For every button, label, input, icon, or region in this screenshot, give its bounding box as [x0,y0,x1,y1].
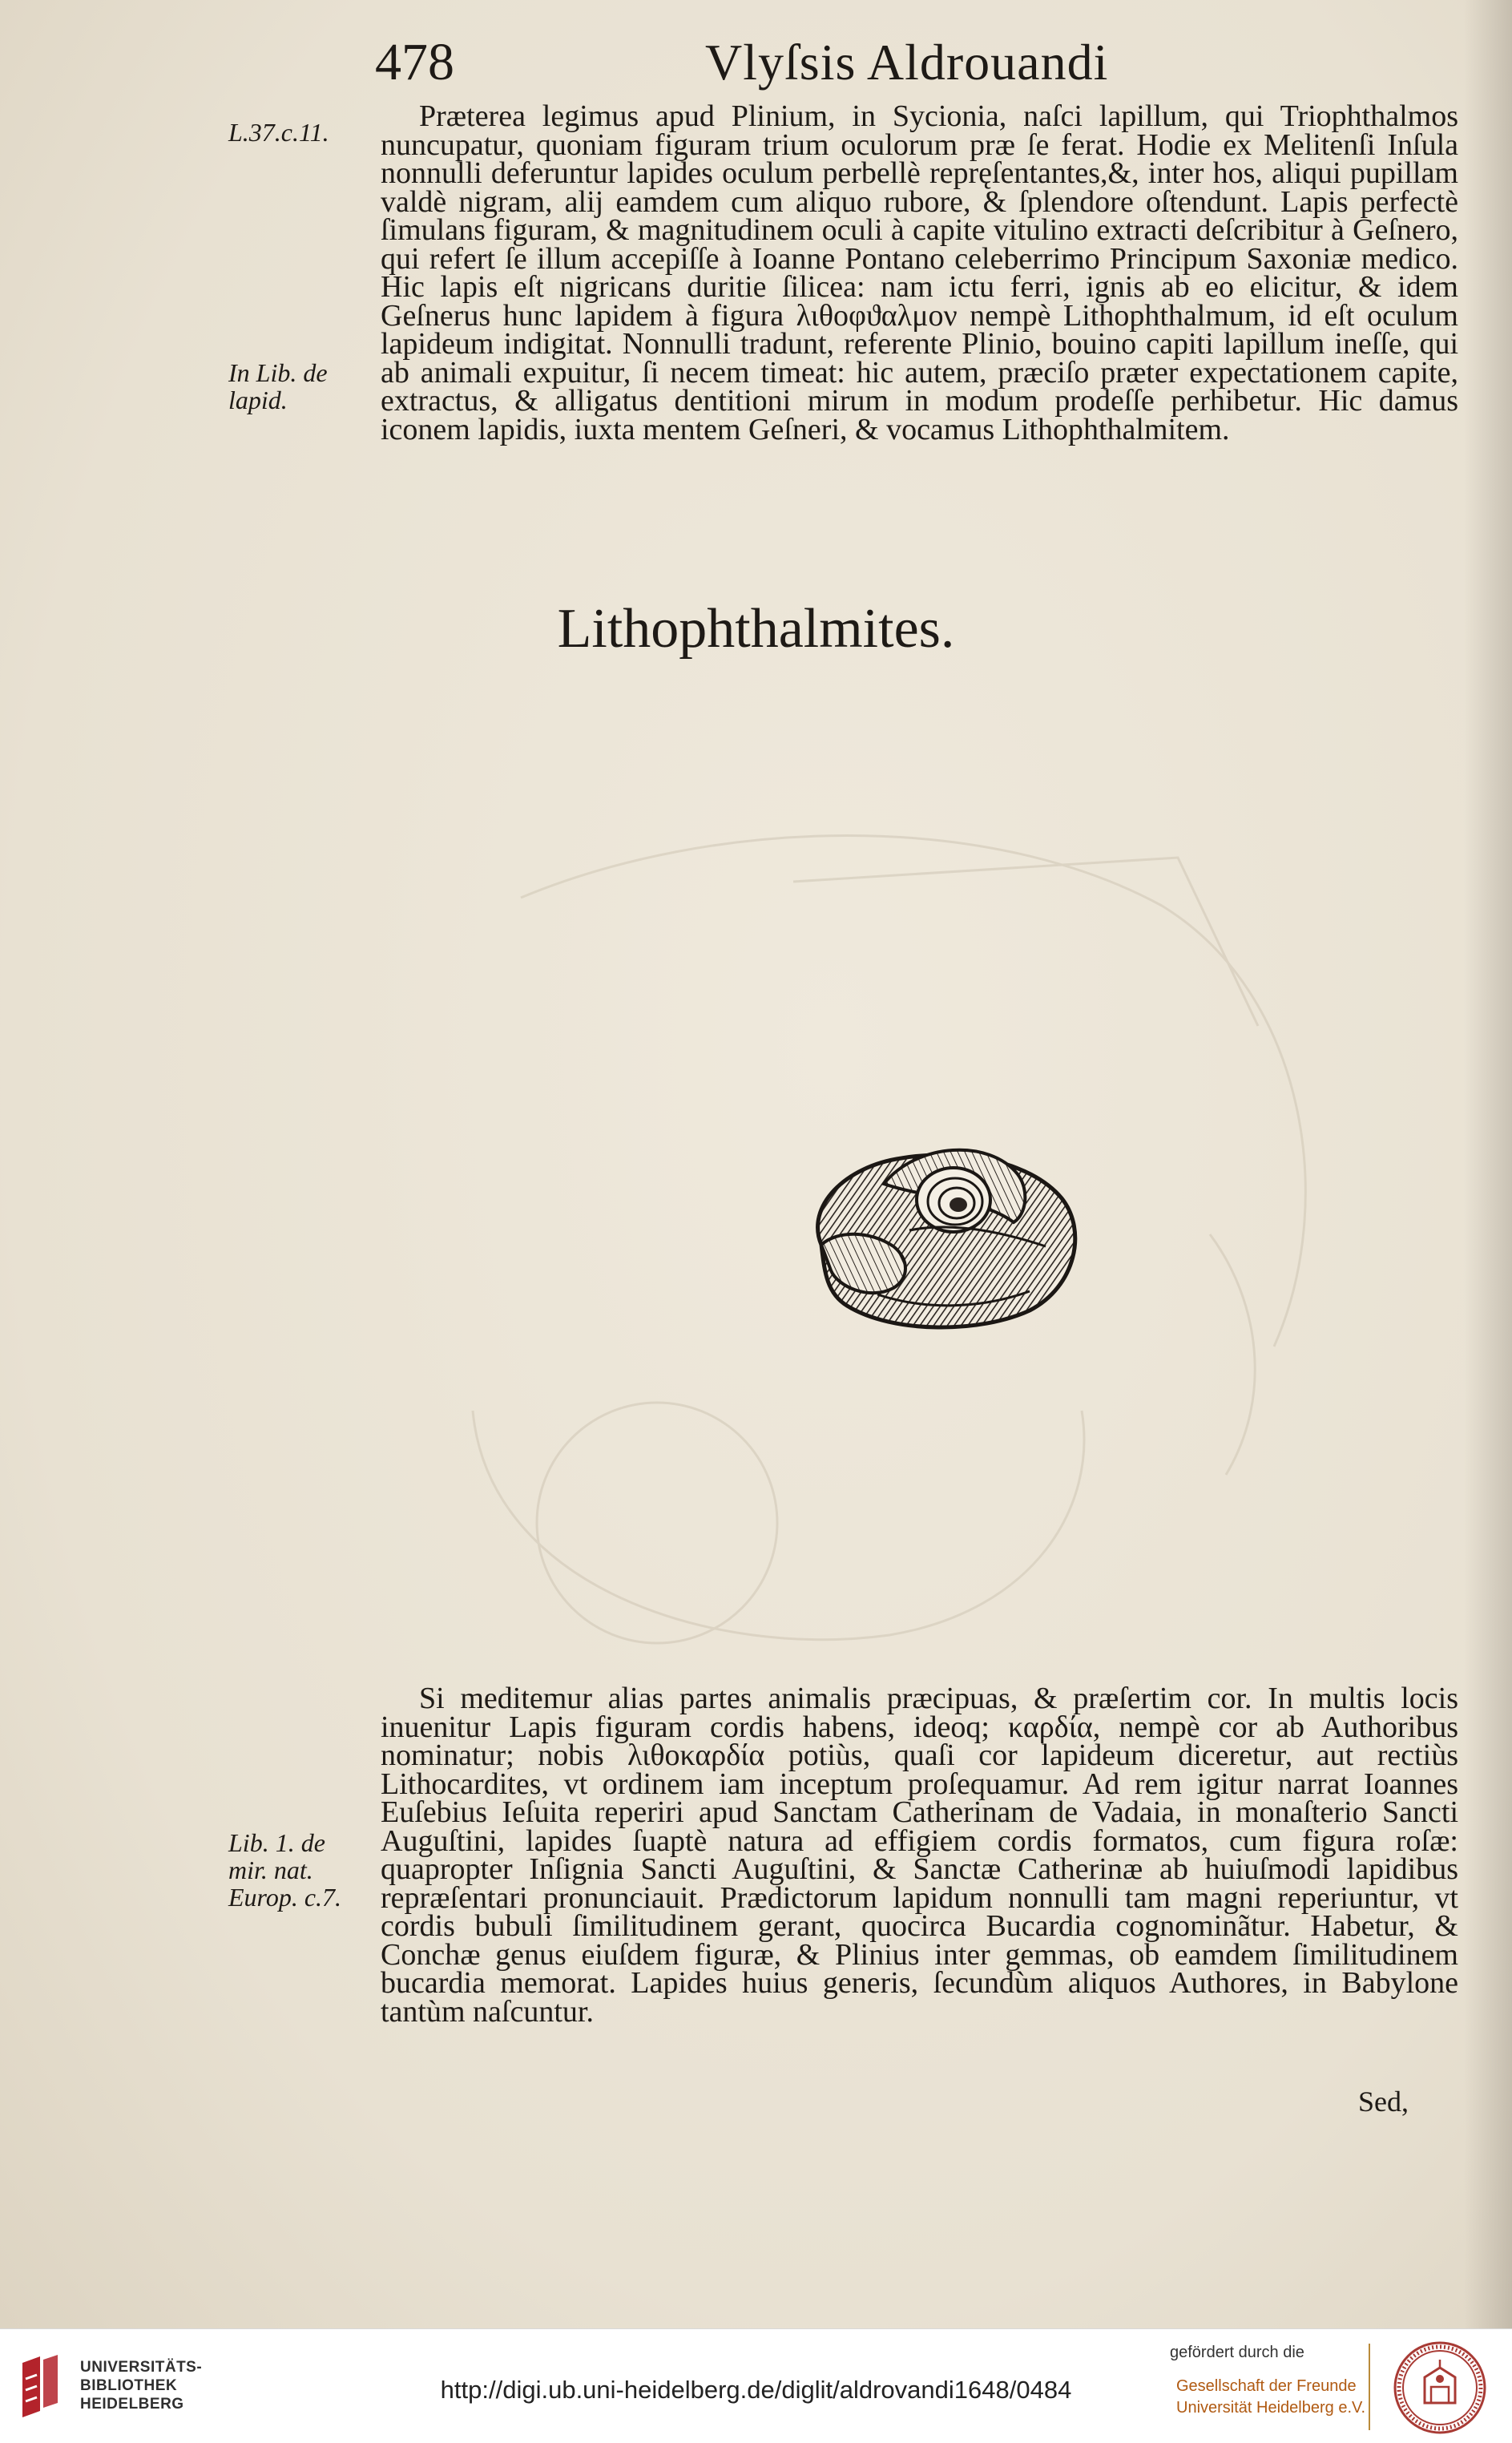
body-text-lithocardites [381,1682,1458,2029]
library-name-line: UNIVERSITÄTS- [80,2359,203,2376]
society-name-line: Universität Heidelberg e.V. [1176,2399,1366,2417]
margin-note-pliny: L.37.c.11. [228,118,329,147]
permalink-url[interactable]: http://digi.ub.uni-heidelberg.de/diglit/aldrovandi1648/0484 [440,2376,1072,2404]
figure-title: Lithophthalmites. [557,598,955,660]
body-text-lithophthalmus [381,99,1458,446]
library-name-line: HEIDELBERG [80,2396,184,2413]
society-name[interactable] [1176,2376,1365,2419]
funding-text: gefördert durch die [1170,2344,1304,2361]
university-seal-icon [1393,2340,1487,2435]
margin-note-gesner: In Lib. de lapid. [228,358,328,414]
margin-note-eusebius: Lib. 1. de mir. nat. Europ. c.7. [228,1828,342,1912]
lithophthalmites-stone-woodcut [789,1110,1094,1343]
digitization-footer [0,2328,1512,2443]
catchword: Sed, [1358,2086,1409,2118]
running-title: Vlyſsis Aldrouandi [705,34,1109,91]
library-name-line: BIBLIOTHEK [80,2377,178,2394]
society-name-line: Gesellschaft der Freunde [1176,2377,1357,2395]
page-header [0,30,1512,95]
paragraph-lithophthalmus: Prӕterea legimus apud Plinium, in Sycionia, naſci lapillum, qui Triophthalmos nuncupatur, quoniam figuram trium oculorum prӕ ſe ferat. Hodie ex Melitenſi Inſula nonnulli deferuntur lapides oculum perbellè repręſentantes,&, inter hos, aliqui pupillam valdè nigram, alij eamdem cum aliquo rubore, & ſplendore oſtendunt. Lapis perfectè ſimulans figuram, & magnitudinem oculi à capite vitulino extracti deſcribitur à Geſnero, qui refert ſe illum accepiſſe à Ioanne Pontano celeberrimo Principum Saxoniӕ medico. Hic lapis eſt nigricans duritie ſilicea: nam ictu ferri, ignis ab eo elicitur, & idem Geſnerus hunc lapidem à figura λιθοφϑαλμον nempè Lithophthalmum, id eſt oculum lapideum indigitat. Nonnulli tradunt, referente Plinio, bouino capiti lapillum ineſſe, qui ab animali expuitur, ſi necem timeat: hic autem, prӕciſo prӕter expectationem capite, extractus, & alligatus dentitioni mirum in modum prodeſſe perhibetur. Hic damus iconem lapidis, iuxta mentem Geſneri, & vocamus Lithophthalmitem. [381,99,1458,446]
page-number: 478 [375,33,454,91]
paragraph-lithocardites: Si meditemur alias partes animalis prӕcipuas, & prӕſertim cor. In multis locis inuenitur Lapis figuram cordis habens, ideoq; καρδία, nempè cor ab Authoribus nominatur; nobis λιθοκαρδία potiùs, quaſi cor lapideum diceretur, aut rectiùs Lithocardites, vt ordinem iam inceptum proſequamur. Ad rem igitur narrat Ioannes Euſebius Ieſuita reperiri apud Sanctam Catherinam de Vadaia, in monaſterio Sancti Auguſtini, lapides ſuaptè natura ad effigiem cordis formatos, cum figura roſӕ: quapropter Inſignia Sancti Auguſtini, & Sanctӕ Catherinӕ ab huiuſmodi lapidibus reprӕſentari pronunciauit. Prӕdictorum lapidum nonnulli tam magni reperiuntur, vt cordis bubuli ſimilitudinem gerant, quocirca Bucardia cognominãtur. Habetur, & Conchӕ genus eiuſdem figurӕ, & Plinius inter gemmas, ob eamdem ſimilitudinem bucardia memorat. Lapides huius generis, ſecundùm aliquos Authores, in Babylone tantùm naſcuntur. [381,1682,1458,2029]
footer-divider [1369,2344,1370,2430]
page-edge-shadow [1464,0,1512,2328]
